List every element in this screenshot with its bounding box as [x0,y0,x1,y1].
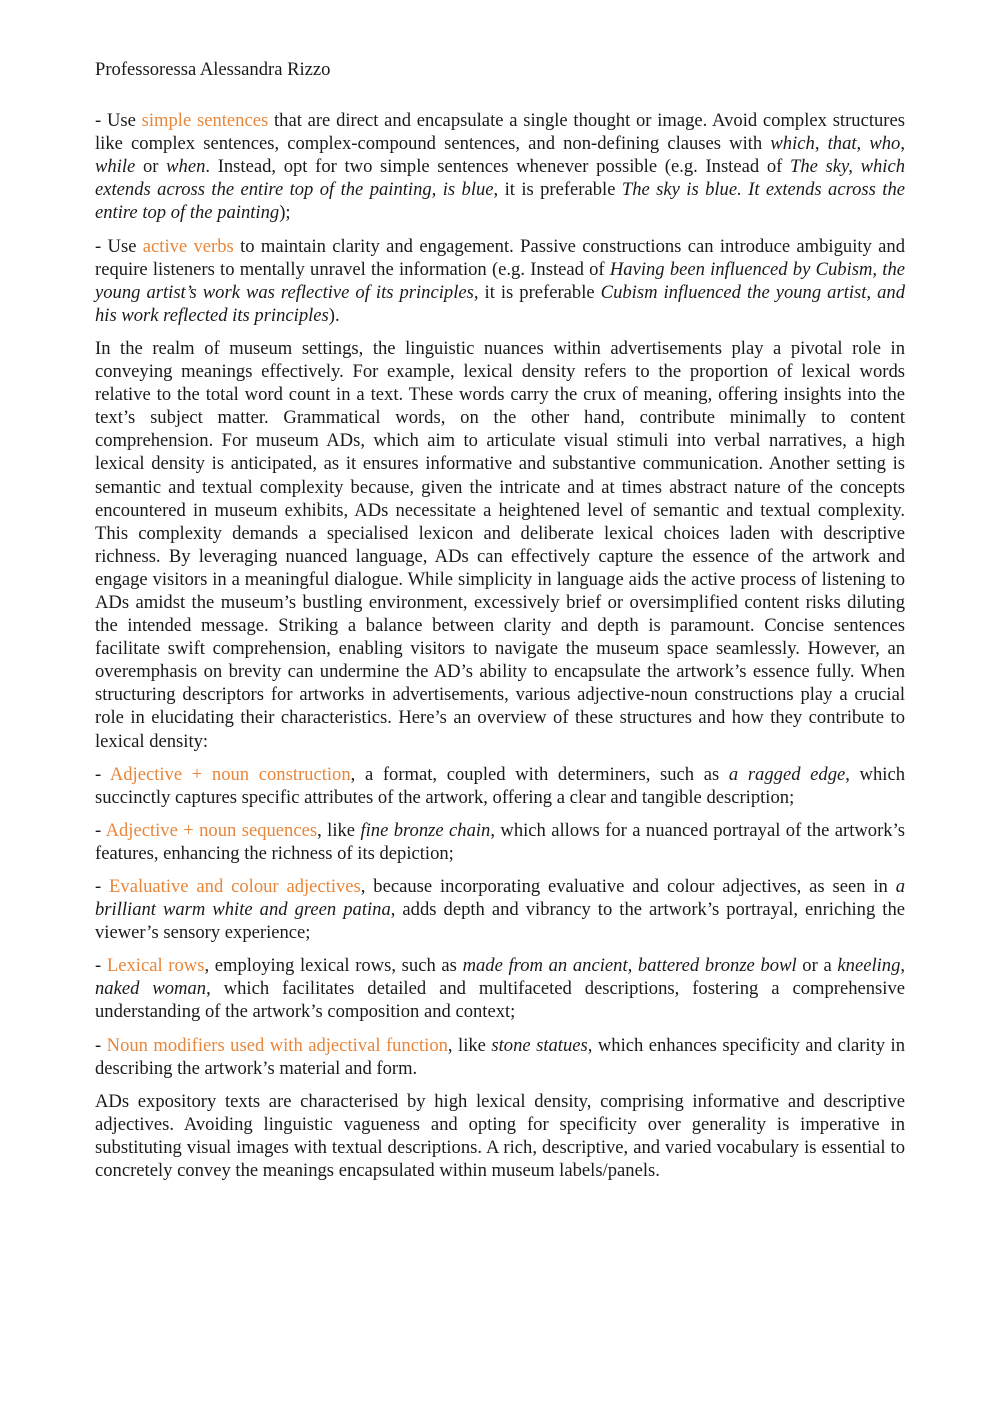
highlight-term: simple sentences [141,110,269,132]
paragraph-evaluative-colour-adjectives: - Evaluative and colour adjectives, because incorporating evaluative and colour adjectives, as seen in a brilliant warm white and green patina, adds depth and vibrancy to the artwork’s portrayal, enriching the viewer’s sensory experience; [95,876,905,944]
highlight-term: Noun modifiers used with adjectival function [106,1034,448,1056]
paragraph-adjective-noun-sequences: - Adjective + noun sequences, like fine bronze chain, which allows for a nuanced portrayal of the artwork’s features, enhancing the richness of its depiction; [95,819,905,864]
paragraph-museum-settings: In the realm of museum settings, the linguistic nuances within advertisements play a pivotal role in conveying meanings effectively. For example, lexical density refers to the proportion of lexical words relative to the total word count in a text. These words carry the crux of meaning, offering insights into the text’s subject matter. Grammatical words, on the other hand, contribute minimally to content comprehension. For museum ADs, which aim to articulate visual stimuli into verbal narratives, a high lexical density is anticipated, as it ensures informative and substantive communication. Another setting is semantic and textual complexity because, given the intricate and at times abstract nature of the concepts encountered in museum exhibits, ADs necessitate a heightened level of semantic and textual complexity. This complexity demands a specialised lexicon and deliberate lexical choices laden with descriptive richness. By leveraging nuanced language, ADs can effectively capture the essence of the artwork and engage visitors in a meaningful dialogue. While simplicity in language aids the active process of listening to ADs amidst the museum’s bustling environment, excessively brief or oversimplified content risks diluting the intended message. Striking a balance between clarity and depth is paramount. Concise sentences facilitate swift comprehension, enabling visitors to navigate the museum space seamlessly. However, an overemphasis on brevity can undermine the AD’s ability to encapsulate the artwork’s essence fully. When structuring descriptors for artworks in advertisements, various adjective-noun constructions play a crucial role in elucidating their characteristics. Here’s an overview of these structures and how they contribute to lexical density: [95,337,905,752]
highlight-term: active verbs [142,235,234,257]
page-header-author: Professoressa Alessandra Rizzo [95,59,331,80]
paragraph-expository-texts: ADs expository texts are characterised by high lexical density, comprising informative and descriptive adjectives. Avoiding linguistic vagueness and opting for specificity over generality is imperative in substituting visual images with textual descriptions. A rich, descriptive, and varied vocabulary is essential to concretely convey the meanings encapsulated within museum labels/panels. [95,1090,905,1182]
paragraph-adjective-noun-construction: - Adjective + noun construction, a format, coupled with determiners, such as a ragged edge, which succinctly captures specific attributes of the artwork, offering a clear and tangible description; [95,763,905,808]
paragraph-active-verbs: - Use active verbs to maintain clarity and engagement. Passive constructions can introduce ambiguity and require listeners to mentally unravel the information (e.g. Instead of Having been influenced by Cubism, the young artist’s work was reflective of its principles, it is preferable Cubism influenced the young artist, and his work reflected its principles). [95,235,906,326]
paragraph-simple-sentences: - Use simple sentences that are direct and encapsulate a single thought or image. Avoid complex structures like complex sentences, complex-compound sentences, and non-defining clauses with which, that, who, while or when. Instead, opt for two simple sentences whenever possible (e.g. Instead of The sky, which extends across the entire top of the painting, is blue, it is preferable The sky is blue. It extends across the entire top of the painting); [95,110,905,224]
highlight-term: Adjective + noun construction [109,763,351,785]
document-page [95,58,905,1192]
highlight-term: Evaluative and colour adjectives [109,876,361,897]
paragraph-noun-modifiers: - Noun modifiers used with adjectival function, like stone statues, which enhances specificity and clarity in describing the artwork’s material and form. [95,1034,905,1079]
paragraph-lexical-rows: - Lexical rows, employing lexical rows, such as made from an ancient, battered bronze bowl or a kneeling, naked woman, which facilitates detailed and multifaceted descriptions, fostering a comprehensive understanding of the artwork’s composition and context; [95,955,906,1023]
highlight-term: Adjective + noun sequences [105,819,318,841]
highlight-term: Lexical rows [106,955,205,977]
